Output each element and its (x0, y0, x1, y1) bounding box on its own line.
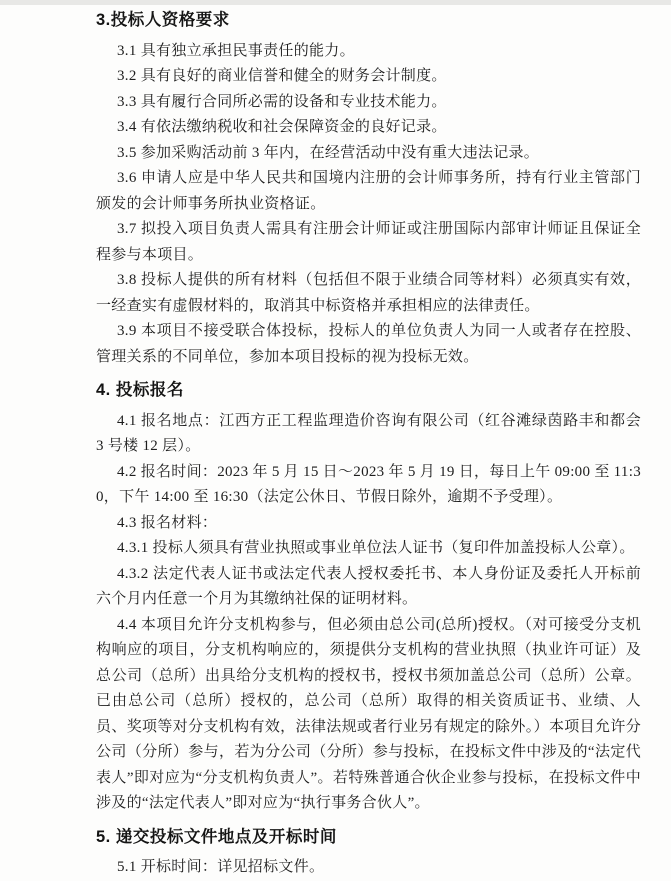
paragraph-3-8: 3.8 投标人提供的所有材料（包括但不限于业绩合同等材料）必须真实有效，一经查实有虚假材料的，取消其中标资格并承担相应的法律责任。 (96, 272, 641, 314)
paragraph-3-4: 3.4 有依法缴纳税收和社会保障资金的良好记录。 (117, 119, 447, 135)
section-heading-4: 4. 投标报名 (96, 381, 184, 399)
document-page (0, 5, 671, 881)
paragraph-3-6: 3.6 申请人应是中华人民共和国境内注册的会计师事务所，持有行业主管部门颁发的会计师事务所执业资格证。 (96, 170, 641, 212)
paragraph-5-1: 5.1 开标时间：详见招标文件。 (117, 859, 325, 875)
section-heading-5: 5. 递交投标文件地点及开标时间 (96, 827, 337, 846)
paragraph-3-5: 3.5 参加采购活动前 3 年内，在经营活动中没有重大违法记录。 (117, 144, 540, 161)
paragraph-3-3: 3.3 具有履行合同所必需的设备和专业技术能力。 (117, 93, 447, 110)
paragraph-4-4: 4.4 本项目允许分支机构参与，但必须由总公司(总所)授权。（对可接受分支机构响应的项目，分支机构响应的，须提供分支机构的营业执照（执业许可证）及总公司（总所）出具给分支机构的授权书，授权书须加盖总公司（总所）公章。已由总公司（总所）授权的，总公司（总所）取得的相关资质证书、业绩、人员、奖项等对分支机构有效，法律法规或者行业另有规定的除外。）本项目允许分公司（分所）参与，若为分公司（分所）参与投标，在投标文件中涉及的“法定代表人”即对应为“分支机构负责人”。若特殊普通合伙企业参与投标，在投标文件中涉及的“法定代表人”即对应为“执行事务合伙人”。 (96, 616, 641, 811)
section-bid-submission-and-opening (96, 825, 641, 881)
section-heading-3: 3.投标人资格要求 (96, 11, 230, 29)
paragraph-3-1: 3.1 具有独立承担民事责任的能力。 (117, 42, 355, 59)
paragraph-4-3: 4.3 报名材料： (117, 514, 218, 531)
paragraph-3-9: 3.9 本项目不接受联合体投标，投标人的单位负责人为同一人或者存在控股、管理关系的不同单位，参加本项目投标的视为投标无效。 (96, 323, 641, 365)
paragraph-4-3-2: 4.3.2 法定代表人证书或法定代表人授权委托书、本人身份证及委托人开标前六个月内任意一个月为其缴纳社保的证明材料。 (96, 565, 641, 607)
paragraph-4-1: 4.1 报名地点：江西方正工程监理造价咨询有限公司（红谷滩绿茵路丰和都会 3 号楼 12 层）。 (96, 412, 641, 454)
paragraph-3-7: 3.7 拟投入项目负责人需具有注册会计师证或注册国际内部审计师证且保证全程参与本项目。 (96, 221, 641, 263)
paragraph-4-2: 4.2 报名时间：2023 年 5 月 15 日～2023 年 5 月 19 日，每日上午 09:00 至 11:30，下午 14:00 至 16:30（法定公休日、节假日除外，逾期不予受理）。 (96, 463, 641, 505)
section-bidder-qualification-requirements (96, 8, 641, 370)
paragraph-4-3-1: 4.3.1 投标人须具有营业执照或事业单位法人证书（复印件加盖投标人公章）。 (117, 540, 635, 556)
paragraph-3-2: 3.2 具有良好的商业信誉和健全的财务会计制度。 (117, 68, 447, 84)
section-bid-registration (96, 378, 641, 817)
